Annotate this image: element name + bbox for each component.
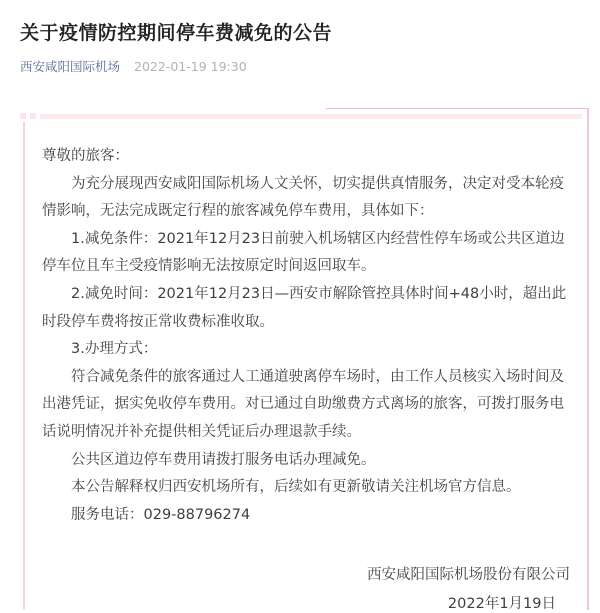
notice-body (42, 143, 570, 529)
paragraph-condition: 1.减免条件：2021年12月23日前驶入机场辖区内经营性停车场或公共区道边停车位且车主受疫情影响无法按原定时间返回取车。 (42, 230, 565, 275)
signature-date: 2022年1月19日 (447, 596, 556, 612)
paragraph-method: 符合减免条件的旅客通过人工通道驶离停车场时，由工作人员核实入场时间及出港凭证，据实免收停车费用。对已通过自助缴费方式离场的旅客，可拨打服务电话说明情况并补充提供相关凭证后办理退款手续。 (42, 368, 564, 440)
paragraph-phone: 服务电话：029-88796274 (71, 506, 251, 523)
frame-right-line (587, 108, 589, 610)
paragraph-method-heading: 3.办理方式： (71, 341, 158, 358)
greeting: 尊敬的旅客： (42, 148, 129, 164)
account-name-link[interactable]: 西安咸阳国际机场 (20, 59, 121, 74)
article-title: 关于疫情防控期间停车费减免的公告 (20, 22, 333, 44)
signature-company: 西安咸阳国际机场股份有限公司 (367, 567, 570, 583)
frame-top-line (326, 108, 588, 109)
paragraph-period: 2.减免时间：2021年12月23日—西安市解除管控具体时间+48小时，超出此时段停车费将按正常收费标准收取。 (42, 285, 567, 330)
frame-corner-square-1 (20, 113, 26, 119)
publish-time: 2022-01-19 19:30 (134, 59, 247, 74)
paragraph-interpretation: 本公告解释权归西安机场所有，后续如有更新敬请关注机场官方信息。 (71, 479, 521, 496)
frame-left-line (23, 122, 25, 610)
frame-top-band (40, 114, 582, 119)
paragraph-intro: 为充分展现西安咸阳国际机场人文关怀，切实提供真情服务，决定对受本轮疫情影响，无法完成既定行程的旅客减免停车费用，具体如下： (42, 175, 564, 220)
paragraph-roadside: 公共区道边停车费用请拨打服务电话办理减免。 (71, 451, 376, 468)
frame-corner-square-2 (30, 113, 36, 119)
article-meta (20, 57, 247, 75)
